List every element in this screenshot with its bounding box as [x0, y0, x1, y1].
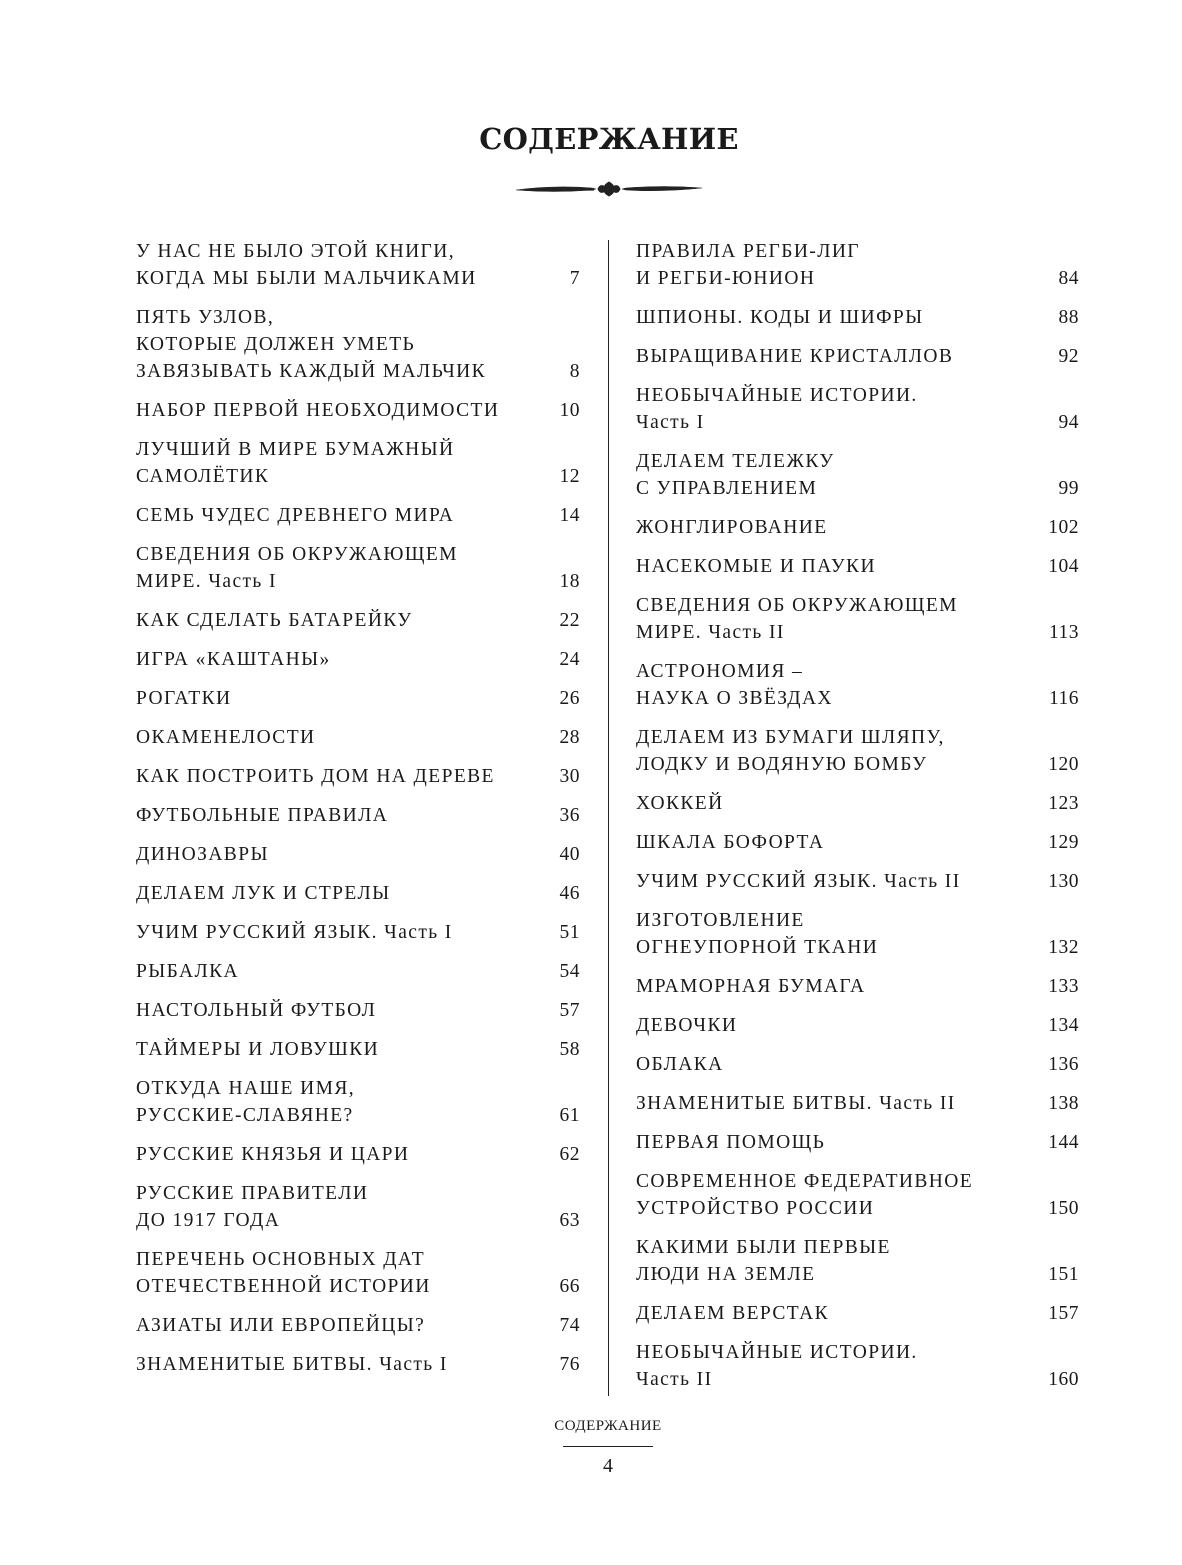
- toc-entry-page: 134: [1048, 1015, 1079, 1036]
- toc-entry-title: НЕОБЫЧАЙНЫЕ ИСТОРИИ. Часть II: [636, 1342, 918, 1390]
- running-head: СОДЕРЖАНИЕ: [554, 1418, 662, 1434]
- toc-entry[interactable]: [636, 658, 1079, 712]
- toc-entry-page: 10: [559, 400, 580, 421]
- toc-entry-title: МРАМОРНАЯ БУМАГА: [636, 976, 866, 997]
- toc-entry[interactable]: [636, 790, 1079, 817]
- toc-entry-title: ПЯТЬ УЗЛОВ, КОТОРЫЕ ДОЛЖЕН УМЕТЬ ЗАВЯЗЫВАТЬ КАЖДЫЙ МАЛЬЧИК: [136, 307, 487, 382]
- toc-entry-page: 61: [559, 1105, 580, 1126]
- page-number: 4: [603, 1455, 613, 1477]
- toc-entry[interactable]: [136, 841, 580, 868]
- toc-entry[interactable]: [136, 304, 580, 385]
- toc-entry-page: 26: [559, 688, 580, 709]
- toc-entry-page: 151: [1048, 1264, 1079, 1285]
- toc-entry-page: 104: [1048, 556, 1079, 577]
- column-divider: [608, 240, 609, 1396]
- toc-entry-title: ШПИОНЫ. КОДЫ И ШИФРЫ: [636, 307, 924, 328]
- toc-entry[interactable]: [636, 868, 1079, 895]
- toc-entry-page: 99: [1058, 478, 1079, 499]
- toc-entry-title: ОТКУДА НАШЕ ИМЯ, РУССКИЕ-СЛАВЯНЕ?: [136, 1078, 356, 1126]
- toc-entry[interactable]: [636, 1051, 1079, 1078]
- toc-entry-page: 113: [1048, 622, 1079, 643]
- toc-entry[interactable]: [636, 238, 1079, 292]
- toc-entry-title: ХОККЕЙ: [636, 793, 724, 814]
- toc-entry[interactable]: [636, 343, 1079, 370]
- toc-entry-title: РУССКИЕ КНЯЗЬЯ И ЦАРИ: [136, 1144, 410, 1165]
- toc-entry-page: 123: [1048, 793, 1079, 814]
- toc-entry[interactable]: [636, 1300, 1079, 1327]
- toc-entry-title: УЧИМ РУССКИЙ ЯЗЫК. Часть II: [636, 871, 961, 892]
- toc-entry-page: 120: [1048, 754, 1079, 775]
- toc-entry-title: ДЕЛАЕМ ТЕЛЕЖКУ С УПРАВЛЕНИЕМ: [636, 451, 835, 499]
- toc-entry[interactable]: [136, 397, 580, 424]
- toc-entry-title: НЕОБЫЧАЙНЫЕ ИСТОРИИ. Часть I: [636, 385, 918, 433]
- toc-entry-title: АЗИАТЫ ИЛИ ЕВРОПЕЙЦЫ?: [136, 1315, 426, 1336]
- toc-entry[interactable]: [136, 880, 580, 907]
- toc-entry-page: 40: [559, 844, 580, 865]
- toc-entry-page: 51: [559, 922, 580, 943]
- toc-entry-title: ПЕРЕЧЕНЬ ОСНОВНЫХ ДАТ ОТЕЧЕСТВЕННОЙ ИСТОРИИ: [136, 1249, 431, 1297]
- toc-entry-page: 36: [559, 805, 580, 826]
- toc-entry[interactable]: [636, 1012, 1079, 1039]
- toc-entry-title: ИЗГОТОВЛЕНИЕ ОГНЕУПОРНОЙ ТКАНИ: [636, 910, 879, 958]
- toc-entry-title: ИГРА «КАШТАНЫ»: [136, 649, 331, 670]
- toc-entry-title: ПЕРВАЯ ПОМОЩЬ: [636, 1132, 826, 1153]
- toc-entry-title: ВЫРАЩИВАНИЕ КРИСТАЛЛОВ: [636, 346, 954, 367]
- toc-entry[interactable]: [136, 646, 580, 673]
- toc-entry[interactable]: [136, 502, 580, 529]
- toc-entry[interactable]: [136, 997, 580, 1024]
- toc-entry-page: 63: [559, 1210, 580, 1231]
- toc-entry-title: ОБЛАКА: [636, 1054, 724, 1075]
- toc-entry-title: ЖОНГЛИРОВАНИЕ: [636, 517, 828, 538]
- toc-entry-title: КАК ПОСТРОИТЬ ДОМ НА ДЕРЕВЕ: [136, 766, 495, 787]
- toc-entry-page: 130: [1048, 871, 1079, 892]
- toc-entry[interactable]: [636, 514, 1079, 541]
- toc-entry-page: 136: [1048, 1054, 1079, 1075]
- toc-entry-title: ПРАВИЛА РЕГБИ-ЛИГ И РЕГБИ-ЮНИОН: [636, 241, 860, 289]
- toc-entry-page: 88: [1058, 307, 1079, 328]
- toc-entry[interactable]: [636, 592, 1079, 646]
- toc-entry-title: ЗНАМЕНИТЫЕ БИТВЫ. Часть II: [636, 1093, 956, 1114]
- toc-entry[interactable]: [136, 802, 580, 829]
- toc-entry[interactable]: [636, 1129, 1079, 1156]
- toc-entry-title: СВЕДЕНИЯ ОБ ОКРУЖАЮЩЕМ МИРЕ. Часть I: [136, 544, 458, 592]
- toc-entry[interactable]: [136, 724, 580, 751]
- toc-entry-page: 94: [1058, 412, 1079, 433]
- toc-entry[interactable]: [136, 1075, 580, 1129]
- toc-entry-title: НАСТОЛЬНЫЙ ФУТБОЛ: [136, 1000, 377, 1021]
- toc-entry[interactable]: [136, 436, 580, 490]
- toc-entry-page: 116: [1048, 688, 1079, 709]
- toc-entry-page: 57: [559, 1000, 580, 1021]
- toc-entry-title: НАБОР ПЕРВОЙ НЕОБХОДИМОСТИ: [136, 400, 500, 421]
- toc-entry[interactable]: [636, 382, 1079, 436]
- toc-entry[interactable]: [136, 763, 580, 790]
- toc-entry[interactable]: [636, 829, 1079, 856]
- toc-entry[interactable]: [136, 919, 580, 946]
- toc-entry-title: ШКАЛА БОФОРТА: [636, 832, 825, 853]
- toc-entry-title: ДЕЛАЕМ ЛУК И СТРЕЛЫ: [136, 883, 391, 904]
- toc-entry-page: 66: [559, 1276, 580, 1297]
- toc-entry[interactable]: [636, 1339, 1079, 1393]
- toc-entry-page: 157: [1048, 1303, 1079, 1324]
- toc-entry[interactable]: [136, 238, 580, 292]
- toc-left-column: [136, 238, 580, 1390]
- page-title: СОДЕРЖАНИЕ: [479, 122, 739, 156]
- toc-entry[interactable]: [636, 304, 1079, 331]
- toc-entry[interactable]: [136, 1312, 580, 1339]
- toc-entry-page: 7: [569, 268, 580, 289]
- toc-entry[interactable]: [636, 1090, 1079, 1117]
- toc-entry-title: ДИНОЗАВРЫ: [136, 844, 269, 865]
- toc-entry[interactable]: [136, 1246, 580, 1300]
- toc-entry-title: РЫБАЛКА: [136, 961, 239, 982]
- toc-entry-title: ФУТБОЛЬНЫЕ ПРАВИЛА: [136, 805, 389, 826]
- toc-entry-title: ТАЙМЕРЫ И ЛОВУШКИ: [136, 1039, 380, 1060]
- toc-entry-page: 150: [1048, 1198, 1079, 1219]
- toc-entry-page: 76: [559, 1354, 580, 1375]
- toc-entry[interactable]: [136, 607, 580, 634]
- toc-entry[interactable]: [136, 1180, 580, 1234]
- toc-entry-page: 84: [1058, 268, 1079, 289]
- toc-entry[interactable]: [636, 1168, 1079, 1222]
- toc-entry[interactable]: [636, 553, 1079, 580]
- toc-entry-page: 74: [559, 1315, 580, 1336]
- toc-entry-title: ДЕЛАЕМ ВЕРСТАК: [636, 1303, 830, 1324]
- toc-entry[interactable]: [136, 958, 580, 985]
- toc-entry-title: СВЕДЕНИЯ ОБ ОКРУЖАЮЩЕМ МИРЕ. Часть II: [636, 595, 958, 643]
- toc-entry-title: КАК СДЕЛАТЬ БАТАРЕЙКУ: [136, 610, 413, 631]
- toc-entry[interactable]: [136, 541, 580, 595]
- toc-entry[interactable]: [636, 973, 1079, 1000]
- toc-right-column: [636, 238, 1079, 1405]
- toc-entry-page: 92: [1058, 346, 1079, 367]
- toc-entry[interactable]: [636, 724, 1079, 778]
- toc-entry-title: ДЕВОЧКИ: [636, 1015, 738, 1036]
- toc-entry-title: ОКАМЕНЕЛОСТИ: [136, 727, 316, 748]
- toc-entry-title: РОГАТКИ: [136, 688, 232, 709]
- toc-entry[interactable]: [636, 907, 1079, 961]
- toc-entry-page: 133: [1048, 976, 1079, 997]
- toc-entry[interactable]: [136, 1351, 580, 1378]
- toc-entry-page: 12: [559, 466, 580, 487]
- toc-entry-page: 22: [559, 610, 580, 631]
- toc-entry[interactable]: [136, 685, 580, 712]
- toc-entry[interactable]: [136, 1036, 580, 1063]
- toc-entry-page: 46: [559, 883, 580, 904]
- toc-entry-page: 160: [1048, 1369, 1079, 1390]
- footer-rule: [563, 1446, 653, 1447]
- toc-entry-title: УЧИМ РУССКИЙ ЯЗЫК. Часть I: [136, 922, 453, 943]
- toc-entry-page: 102: [1048, 517, 1079, 538]
- toc-entry-title: КАКИМИ БЫЛИ ПЕРВЫЕ ЛЮДИ НА ЗЕМЛЕ: [636, 1237, 891, 1285]
- toc-entry-page: 129: [1048, 832, 1079, 853]
- toc-entry-title: РУССКИЕ ПРАВИТЕЛИ ДО 1917 ГОДА: [136, 1183, 369, 1231]
- flourish-divider-icon: [514, 176, 704, 202]
- toc-entry-title: СЕМЬ ЧУДЕС ДРЕВНЕГО МИРА: [136, 505, 455, 526]
- toc-entry-title: ДЕЛАЕМ ИЗ БУМАГИ ШЛЯПУ, ЛОДКУ И ВОДЯНУЮ БОМБУ: [636, 727, 945, 775]
- toc-entry-page: 54: [559, 961, 580, 982]
- toc-entry-title: ЛУЧШИЙ В МИРЕ БУМАЖНЫЙ САМОЛЁТИК: [136, 439, 455, 487]
- toc-entry-page: 24: [559, 649, 580, 670]
- toc-entry-page: 138: [1048, 1093, 1079, 1114]
- toc-entry-title: ЗНАМЕНИТЫЕ БИТВЫ. Часть I: [136, 1354, 448, 1375]
- toc-entry-title: У НАС НЕ БЫЛО ЭТОЙ КНИГИ, КОГДА МЫ БЫЛИ МАЛЬЧИКАМИ: [136, 241, 477, 289]
- toc-entry[interactable]: [636, 448, 1079, 502]
- toc-entry[interactable]: [136, 1141, 580, 1168]
- toc-entry-title: СОВРЕМЕННОЕ ФЕДЕРАТИВНОЕ УСТРОЙСТВО РОССИИ: [636, 1171, 974, 1219]
- toc-entry[interactable]: [636, 1234, 1079, 1288]
- toc-entry-page: 144: [1048, 1132, 1079, 1153]
- toc-entry-page: 132: [1048, 937, 1079, 958]
- toc-entry-title: НАСЕКОМЫЕ И ПАУКИ: [636, 556, 876, 577]
- toc-entry-page: 14: [559, 505, 580, 526]
- toc-entry-page: 8: [569, 361, 580, 382]
- toc-entry-page: 28: [559, 727, 580, 748]
- toc-entry-page: 18: [559, 571, 580, 592]
- toc-entry-title: АСТРОНОМИЯ – НАУКА О ЗВЁЗДАХ: [636, 661, 833, 709]
- toc-entry-page: 58: [559, 1039, 580, 1060]
- toc-entry-page: 62: [559, 1144, 580, 1165]
- toc-entry-page: 30: [559, 766, 580, 787]
